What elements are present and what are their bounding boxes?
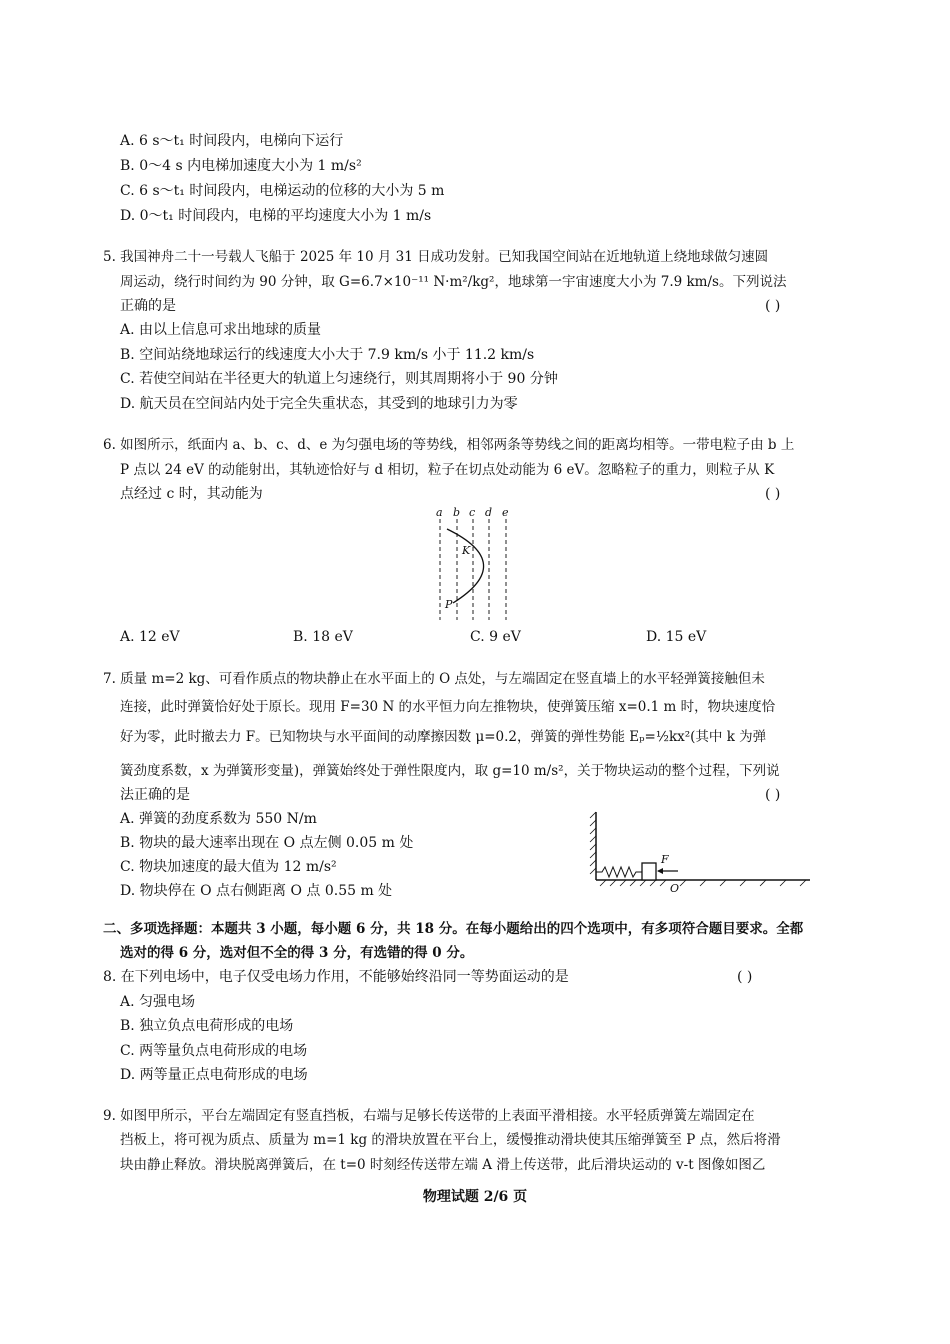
section2-heading-line1: 二、多项选择题：本题共 3 小题，每小题 6 分，共 18 分。在每小题给出的四个选项中，有多项符合题目要求。全都: [103, 921, 804, 937]
q6-stem-line1: 6. 如图所示，纸面内 a、b、c、d、e 为匀强电场的等势线，相邻两条等势线之间的距离均相等。一带电粒子由 b 上: [103, 437, 795, 453]
label-e: e: [502, 506, 509, 519]
label-c: c: [469, 506, 476, 519]
q7-answer-bracket: ( ): [765, 787, 781, 803]
q6-equipotential-figure: [425, 505, 525, 625]
q6-stem-line3: 点经过 c 时，其动能为: [120, 486, 263, 502]
q6-option-a: A. 12 eV: [120, 629, 180, 645]
label-b: b: [453, 506, 461, 519]
q5-option-a: A. 由以上信息可求出地球的质量: [120, 322, 322, 338]
q7-option-c: C. 物块加速度的最大值为 12 m/s²: [120, 859, 337, 875]
q7-option-d: D. 物块停在 O 点右侧距离 O 点 0.55 m 处: [120, 883, 393, 899]
label-a: a: [436, 506, 443, 519]
q7-spring-block-figure: [588, 808, 813, 893]
block: [642, 863, 656, 880]
q5-stem-line2: 周运动，绕行时间约为 90 分钟，取 G=6.7×10⁻¹¹ N·m²/kg²，地球第一宇宙速度大小为 7.9 km/s。下列说法: [120, 274, 787, 290]
q6-option-b: B. 18 eV: [293, 629, 353, 645]
q7-stem-line3: 好为零，此时撤去力 F。已知物块与水平面间的动摩擦因数 μ=0.2，弹簧的弹性势能 Eₚ=½kx²(其中 k 为弹: [120, 729, 767, 745]
particle-trajectory: [447, 529, 484, 603]
q5-answer-bracket: ( ): [765, 298, 781, 314]
q8-option-a: A. 匀强电场: [120, 994, 196, 1010]
q6-option-c: C. 9 eV: [470, 629, 521, 645]
q5-stem-line1: 5. 我国神舟二十一号载人飞船于 2025 年 10 月 31 日成功发射。已知我国空间站在近地轨道上绕地球做匀速圆: [103, 249, 769, 265]
q9-stem-line2: 挡板上，将可视为质点、质量为 m=1 kg 的滑块放置在平台上，缓慢推动滑块使其压缩弹簧至 P 点，然后将滑: [120, 1132, 781, 1148]
page-footer: 物理试题 2/6 页: [422, 1189, 528, 1205]
q4-option-b: B. 0～4 s 内电梯加速度大小为 1 m/s²: [120, 158, 362, 174]
q4-option-d: D. 0～t₁ 时间段内，电梯的平均速度大小为 1 m/s: [120, 208, 432, 224]
q7-stem-line2: 连接，此时弹簧恰好处于原长。现用 F=30 N 的水平恒力向左推物块，使弹簧压缩 x=0.1 m 时，物块速度恰: [120, 699, 776, 715]
q7-option-b: B. 物块的最大速率出现在 O 点左侧 0.05 m 处: [120, 835, 414, 851]
q8-option-c: C. 两等量负点电荷形成的电场: [120, 1043, 308, 1059]
q4-option-a: A. 6 s～t₁ 时间段内，电梯向下运行: [120, 133, 344, 149]
q8-stem: 8. 在下列电场中，电子仅受电场力作用，不能够始终沿同一等势面运动的是: [103, 969, 569, 985]
q6-answer-bracket: ( ): [765, 486, 781, 502]
q7-stem-line1: 7. 质量 m=2 kg、可看作质点的物块静止在水平面上的 O 点处，与左端固定在竖直墙上的水平轻弹簧接触但未: [103, 671, 765, 687]
q6-stem-line2: P 点以 24 eV 的动能射出，其轨迹恰好与 d 相切，粒子在切点处动能为 6 eV。忽略粒子的重力，则粒子从 K: [120, 462, 775, 478]
q5-option-c: C. 若使空间站在半径更大的轨道上匀速绕行，则其周期将小于 90 分钟: [120, 371, 558, 387]
q8-option-b: B. 独立负点电荷形成的电场: [120, 1018, 294, 1034]
q9-stem-line1: 9. 如图甲所示，平台左端固定有竖直挡板，右端与足够长传送带的上表面平滑相接。水平轻质弹簧左端固定在: [103, 1108, 755, 1124]
q7-stem-line4: 簧劲度系数，x 为弹簧形变量)，弹簧始终处于弹性限度内，取 g=10 m/s²，关于物块运动的整个过程，下列说: [120, 763, 780, 779]
label-o: O: [670, 882, 680, 893]
q5-stem-line3: 正确的是: [120, 298, 176, 314]
label-p: P: [445, 598, 453, 611]
q5-option-b: B. 空间站绕地球运行的线速度大小大于 7.9 km/s 小于 11.2 km/s: [120, 347, 535, 363]
q5-option-d: D. 航天员在空间站内处于完全失重状态，其受到的地球引力为零: [120, 396, 518, 412]
label-k: K: [462, 544, 471, 557]
q8-option-d: D. 两等量正点电荷形成的电场: [120, 1067, 308, 1083]
q4-option-c: C. 6 s～t₁ 时间段内，电梯运动的位移的大小为 5 m: [120, 183, 445, 199]
q7-option-a: A. 弹簧的劲度系数为 550 N/m: [120, 811, 317, 827]
label-f: F: [661, 853, 669, 866]
spring: [596, 867, 642, 877]
q6-option-d: D. 15 eV: [646, 629, 707, 645]
label-d: d: [485, 506, 493, 519]
section2-heading-line2: 选对的得 6 分，选对但不全的得 3 分，有选错的得 0 分。: [120, 945, 474, 961]
q7-stem-line5: 法正确的是: [120, 787, 190, 803]
q9-stem-line3: 块由静止释放。滑块脱离弹簧后，在 t=0 时刻经传送带左端 A 滑上传送带，此后滑块运动的 v-t 图像如图乙: [120, 1157, 766, 1173]
q8-answer-bracket: ( ): [737, 969, 753, 985]
